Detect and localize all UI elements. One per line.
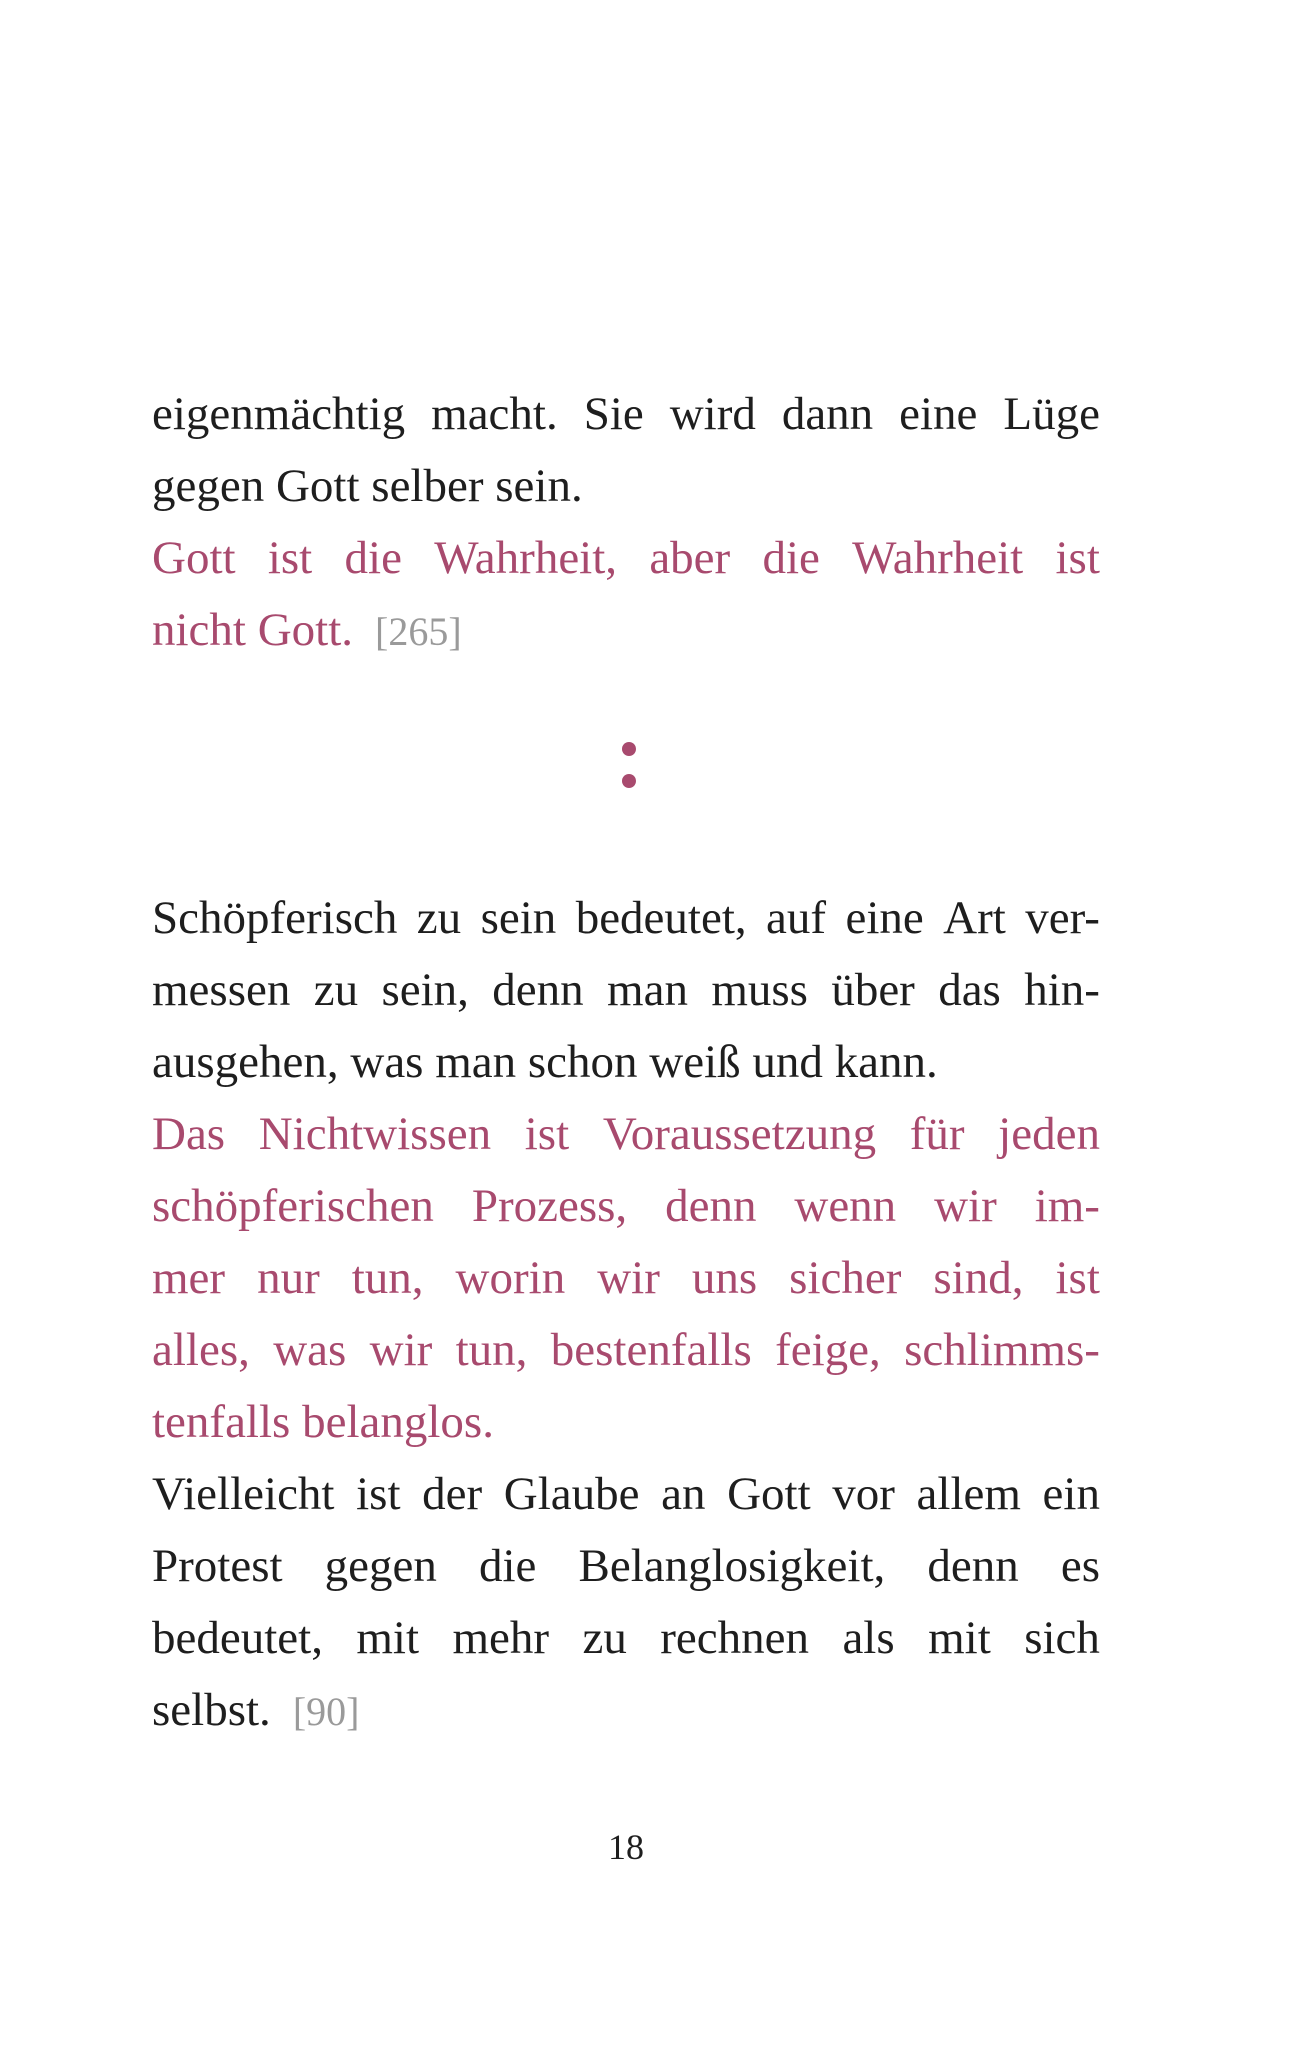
word: ver-	[1025, 892, 1100, 944]
word: ist	[356, 1468, 401, 1520]
word: schlimms-	[904, 1324, 1100, 1376]
quote-line	[152, 522, 1100, 594]
word: zu	[582, 1612, 627, 1664]
word: sind,	[933, 1252, 1024, 1304]
word: Protest	[152, 1540, 283, 1592]
quote-line	[152, 594, 1100, 666]
word: zu	[416, 892, 462, 944]
word: wird	[669, 388, 756, 440]
text-line-content: selbst.	[152, 1684, 271, 1736]
word: mehr	[452, 1612, 550, 1664]
word: denn	[665, 1180, 757, 1232]
word: zu	[313, 964, 359, 1016]
passage-1	[152, 378, 1100, 666]
word: auf	[766, 892, 827, 944]
word: an	[661, 1468, 706, 1520]
quote-line	[152, 1314, 1100, 1386]
word: aber	[649, 532, 731, 584]
word: Glaube	[503, 1468, 640, 1520]
word: Lüge	[1003, 388, 1100, 440]
passage-2	[152, 882, 1100, 1746]
text-line	[152, 1458, 1100, 1530]
word: mit	[928, 1612, 991, 1664]
word: dann	[781, 388, 874, 440]
word: Wahrheit	[852, 532, 1024, 584]
word: allem	[916, 1468, 1021, 1520]
word: mer	[152, 1252, 226, 1304]
word: mit	[356, 1612, 420, 1664]
word: bestenfalls	[550, 1324, 752, 1376]
word: sein,	[381, 964, 469, 1016]
text-line	[152, 378, 1100, 450]
reference-number: [265]	[375, 609, 462, 654]
page-number: 18	[608, 1827, 644, 1867]
word: eine	[845, 892, 924, 944]
word: rechnen	[660, 1612, 810, 1664]
word: muss	[711, 964, 808, 1016]
word: nur	[257, 1252, 320, 1304]
word: Nichtwissen	[258, 1108, 492, 1160]
word: wir	[597, 1252, 660, 1304]
quote-line	[152, 1242, 1100, 1314]
word: tun,	[351, 1252, 424, 1304]
text-line	[152, 882, 1100, 954]
text-line	[152, 954, 1100, 1026]
word: sicher	[789, 1252, 902, 1304]
word: sich	[1024, 1612, 1100, 1664]
word: denn	[927, 1540, 1019, 1592]
word: Wahrheit,	[434, 532, 618, 584]
reference-number: [90]	[292, 1689, 360, 1734]
word: uns	[691, 1252, 758, 1304]
word: die	[762, 532, 820, 584]
word: Vielleicht	[152, 1468, 335, 1520]
text-line: ausgehen, was man schon weiß und kann.	[152, 1036, 938, 1088]
word: Gott	[152, 532, 236, 584]
word: schöpferischen	[152, 1180, 434, 1232]
quote-line	[152, 1170, 1100, 1242]
word: feige,	[775, 1324, 881, 1376]
word: ist	[1055, 532, 1100, 584]
word: worin	[455, 1252, 566, 1304]
word: als	[842, 1612, 895, 1664]
word: gegen	[324, 1540, 437, 1592]
divider-dot	[622, 774, 636, 788]
word: alles,	[152, 1324, 250, 1376]
word: für	[909, 1108, 965, 1160]
word: ist	[524, 1108, 570, 1160]
word: macht.	[431, 388, 558, 440]
word: Das	[152, 1108, 226, 1160]
word: bedeutet,	[575, 892, 747, 944]
word: wenn	[794, 1180, 897, 1232]
word: eigenmächtig	[152, 388, 406, 440]
word: Prozess,	[471, 1180, 628, 1232]
word: Gott	[727, 1468, 811, 1520]
word: wir	[369, 1324, 433, 1376]
text-line	[152, 1530, 1100, 1602]
word: das	[938, 964, 1001, 1016]
word: was	[273, 1324, 347, 1376]
divider-dot	[622, 742, 636, 756]
word: jeden	[998, 1108, 1100, 1160]
quote-line: tenfalls belanglos.	[152, 1396, 494, 1448]
section-divider	[622, 738, 636, 792]
word: tun,	[455, 1324, 528, 1376]
word: bedeutet,	[152, 1612, 323, 1664]
word: wir	[934, 1180, 997, 1232]
text-line: gegen Gott selber sein.	[152, 460, 583, 512]
word: messen	[152, 964, 291, 1016]
word: die	[478, 1540, 537, 1592]
word: Sie	[583, 388, 644, 440]
word: im-	[1034, 1180, 1100, 1232]
word: man	[607, 964, 688, 1016]
text-line	[152, 1602, 1100, 1674]
word: Belanglosigkeit,	[578, 1540, 886, 1592]
word: die	[344, 532, 402, 584]
word: sein	[480, 892, 557, 944]
word: hin-	[1024, 964, 1100, 1016]
word: vor	[832, 1468, 895, 1520]
word: ein	[1042, 1468, 1100, 1520]
word: denn	[492, 964, 584, 1016]
word: Voraussetzung	[602, 1108, 877, 1160]
word: der	[422, 1468, 483, 1520]
quote-line-text: nicht Gott.	[152, 604, 354, 656]
word: Schöpferisch	[152, 892, 398, 944]
word: es	[1060, 1540, 1100, 1592]
text-line	[152, 1674, 1100, 1746]
word: über	[831, 964, 915, 1016]
word: ist	[267, 532, 313, 584]
word: eine	[899, 388, 978, 440]
word: ist	[1055, 1252, 1100, 1304]
word: Art	[943, 892, 1006, 944]
quote-line	[152, 1098, 1100, 1170]
